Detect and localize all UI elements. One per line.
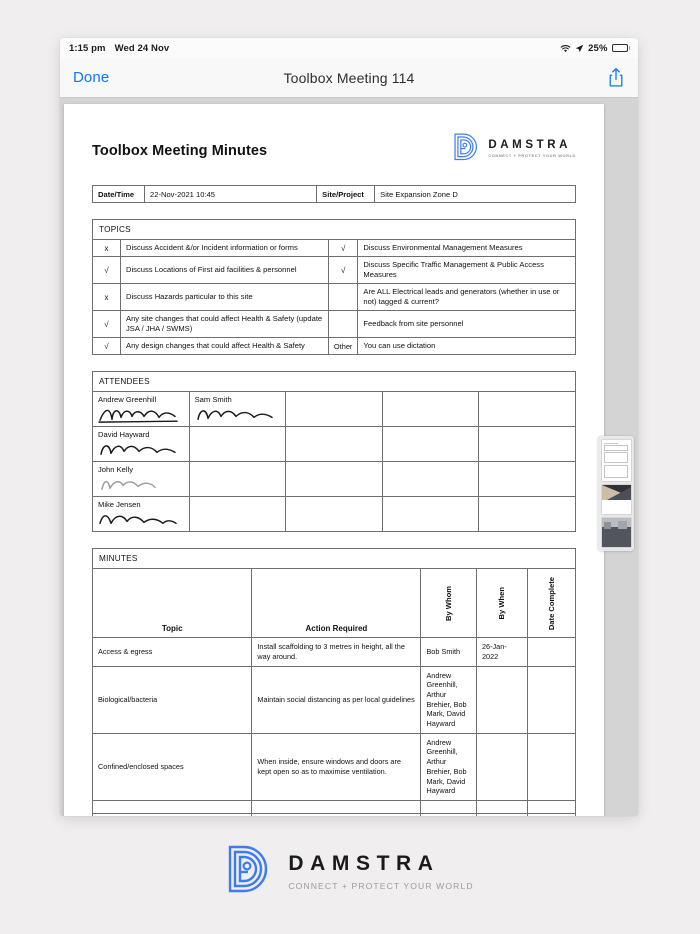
battery-percent: 25% — [588, 42, 608, 54]
thumbnail-photo-2[interactable] — [602, 485, 631, 514]
footer-branding — [0, 845, 700, 897]
minutes-topic: Biological/bacteria — [93, 666, 252, 733]
topic-row — [93, 311, 576, 338]
footer-tagline: CONNECT + PROTECT YOUR WORLD — [288, 880, 474, 891]
attendee-name: Sam Smith — [194, 395, 232, 405]
attendee-row — [93, 497, 576, 532]
topic-left-text: Discuss Locations of First aid facilities & personnel — [121, 257, 329, 284]
topic-row — [93, 338, 576, 355]
minutes-action — [252, 813, 421, 816]
minutes-section-header — [93, 549, 576, 569]
minutes-row[interactable] — [93, 666, 576, 733]
minutes-date-complete — [527, 638, 575, 666]
minutes-date-complete — [527, 666, 575, 733]
attendee-cell-empty[interactable] — [189, 427, 286, 462]
page-title: Toolbox Meeting 114 — [283, 69, 415, 86]
topic-left-text: Any design changes that could affect Health & Safety — [121, 338, 329, 355]
logo-wordmark: DAMSTRA — [488, 138, 572, 151]
topic-left-mark: √ — [93, 311, 121, 338]
footer-brand-name: DAMSTRA — [288, 851, 440, 875]
minutes-date-complete — [527, 813, 575, 816]
topic-row — [93, 284, 576, 311]
attendees-table — [92, 371, 576, 532]
damstra-logo — [453, 133, 576, 163]
table-row — [93, 186, 576, 203]
attendee-cell-empty[interactable] — [286, 462, 383, 497]
attendees-section-header — [93, 372, 576, 392]
minutes-row-empty[interactable] — [93, 813, 576, 816]
attendee-cell[interactable] — [93, 427, 190, 462]
attendee-cell[interactable] — [93, 462, 190, 497]
minutes-by-when — [476, 813, 527, 816]
attendee-name: David Hayward — [98, 430, 150, 440]
minutes-action — [252, 800, 421, 813]
attendee-cell[interactable] — [93, 392, 190, 427]
wifi-icon — [560, 44, 571, 53]
document-title: Toolbox Meeting Minutes — [92, 143, 268, 159]
topic-right-text: Are ALL Electrical leads and generators (whether in use or not) tagged & current? — [358, 284, 576, 311]
attendees-title: ATTENDEES — [93, 372, 576, 392]
minutes-by-whom — [421, 800, 477, 813]
topic-right-text: You can use dictation — [358, 338, 576, 355]
topic-right-mark: Other — [328, 338, 357, 355]
site-label: Site/Project — [317, 186, 375, 203]
col-topic: Topic — [93, 569, 252, 638]
topic-left-text: Discuss Accident &/or Incident information or forms — [121, 240, 329, 257]
attendee-cell-empty[interactable] — [479, 427, 576, 462]
thumbnail-photo-3[interactable] — [602, 518, 631, 547]
minutes-table — [92, 548, 576, 816]
topics-title: TOPICS — [93, 220, 576, 240]
document-scroll-area[interactable] — [60, 98, 638, 816]
battery-icon — [612, 44, 631, 52]
minutes-by-when — [476, 733, 527, 800]
document-header — [92, 130, 576, 163]
topics-section-header — [93, 220, 576, 240]
topic-right-mark — [328, 311, 357, 338]
topic-right-mark — [328, 284, 357, 311]
done-button[interactable]: Done — [73, 69, 110, 86]
minutes-by-when: 26-Jan-2022 — [476, 638, 527, 666]
col-by-when: By When — [476, 569, 527, 638]
damstra-logo-mark — [453, 133, 479, 163]
minutes-row[interactable] — [93, 638, 576, 666]
attendee-row — [93, 392, 576, 427]
topic-right-text: Feedback from site personnel — [358, 311, 576, 338]
col-date-complete: Date Complete — [527, 569, 575, 638]
logo-tagline: CONNECT + PROTECT YOUR WORLD — [488, 152, 576, 158]
topic-left-text: Any site changes that could affect Health & Safety (update JSA / JHA / SWMS) — [121, 311, 329, 338]
minutes-date-complete — [527, 733, 575, 800]
minutes-date-complete — [527, 800, 575, 813]
topic-left-mark: √ — [93, 257, 121, 284]
attendee-row — [93, 427, 576, 462]
minutes-topic — [93, 813, 252, 816]
minutes-by-whom: Bob Smith — [421, 638, 477, 666]
attendee-cell-empty[interactable] — [479, 497, 576, 532]
attendee-name: Andrew Greenhill — [98, 395, 157, 405]
topic-left-mark: x — [93, 240, 121, 257]
document-page — [64, 104, 604, 816]
minutes-action: Maintain social distancing as per local guidelines — [252, 666, 421, 733]
header-fields-table — [92, 185, 576, 203]
attendee-row — [93, 462, 576, 497]
attendee-cell-empty[interactable] — [382, 462, 479, 497]
site-value: Site Expansion Zone D — [375, 186, 576, 203]
status-time: 1:15 pm — [69, 42, 106, 54]
status-bar — [60, 38, 638, 58]
topic-row — [93, 257, 576, 284]
topic-right-text: Discuss Environmental Management Measures — [358, 240, 576, 257]
topic-left-mark: x — [93, 284, 121, 311]
minutes-action: When inside, ensure windows and doors are kept open so as to maximise ventilation. — [252, 733, 421, 800]
status-date: Wed 24 Nov — [114, 42, 170, 54]
datetime-value: 22-Nov-2021 10:45 — [145, 186, 317, 203]
attendee-cell-empty[interactable] — [479, 392, 576, 427]
location-arrow-icon — [575, 44, 584, 53]
topic-right-mark: √ — [328, 257, 357, 284]
attendee-cell-empty[interactable] — [286, 497, 383, 532]
thumbnail-page-1[interactable] — [602, 440, 631, 481]
damstra-logo-mark-footer — [226, 845, 270, 897]
minutes-row[interactable] — [93, 733, 576, 800]
topic-left-mark: √ — [93, 338, 121, 355]
attendee-cell-empty[interactable] — [286, 392, 383, 427]
attendee-cell-empty[interactable] — [189, 462, 286, 497]
document-viewer-sheet — [60, 38, 638, 816]
attendee-cell-empty[interactable] — [382, 497, 479, 532]
attendee-name: John Kelly — [98, 465, 134, 475]
attendee-cell-empty[interactable] — [382, 392, 479, 427]
attendee-cell[interactable] — [93, 497, 190, 532]
thumbnail-rail[interactable] — [598, 436, 634, 551]
share-icon[interactable] — [606, 67, 625, 89]
minutes-by-whom: Andrew Greenhill, Arthur Brehier, Bob Mark, David Hayward — [421, 666, 477, 733]
minutes-column-headers — [93, 569, 576, 638]
attendee-cell-empty[interactable] — [286, 427, 383, 462]
minutes-topic: Access & egress — [93, 638, 252, 666]
col-action: Action Required — [252, 569, 421, 638]
datetime-label: Date/Time — [93, 186, 145, 203]
topic-left-text: Discuss Hazards particular to this site — [121, 284, 329, 311]
attendee-name: Mike Jensen — [98, 500, 141, 510]
attendee-cell[interactable] — [189, 392, 286, 427]
navigation-bar — [60, 58, 638, 98]
attendee-cell-empty[interactable] — [382, 427, 479, 462]
topic-row — [93, 240, 576, 257]
minutes-title: MINUTES — [93, 549, 576, 569]
topic-right-mark: √ — [328, 240, 357, 257]
minutes-action: Install scaffolding to 3 metres in height, all the way around. — [252, 638, 421, 666]
minutes-row-empty[interactable] — [93, 800, 576, 813]
minutes-by-when — [476, 800, 527, 813]
minutes-topic: Confined/enclosed spaces — [93, 733, 252, 800]
minutes-by-whom: Andrew Greenhill, Arthur Brehier, Bob Mark, David Hayward — [421, 733, 477, 800]
minutes-topic — [93, 800, 252, 813]
attendee-cell-empty[interactable] — [189, 497, 286, 532]
attendee-cell-empty[interactable] — [479, 462, 576, 497]
topics-table — [92, 219, 576, 355]
topic-right-text: Discuss Specific Traffic Management & Public Access Measures — [358, 257, 576, 284]
col-by-whom: By Whom — [421, 569, 477, 638]
minutes-by-when — [476, 666, 527, 733]
minutes-by-whom — [421, 813, 477, 816]
